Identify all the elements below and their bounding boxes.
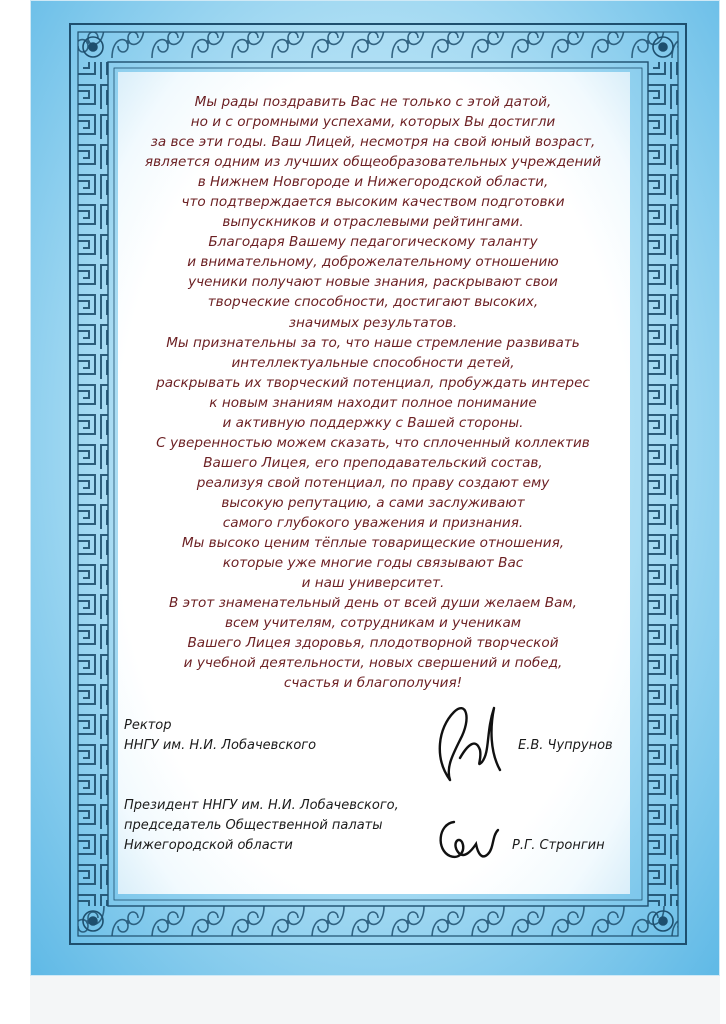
- letter-line: и внимательному, доброжелательному отношению: [187, 254, 559, 271]
- letter-line: за все эти годы. Ваш Лицей, несмотря на свой юный возраст,: [150, 134, 596, 151]
- rector-signature: [420, 688, 510, 784]
- letter-line: интеллектуальные способности детей,: [231, 354, 515, 371]
- letter-line: Мы рады поздравить Вас не только с этой датой,: [194, 94, 552, 110]
- president-title: [124, 796, 399, 856]
- letter-line: Благодаря Вашему педагогическому таланту: [208, 234, 538, 251]
- letter-line: и учебной деятельности, новых свершений и побед,: [183, 655, 563, 672]
- letter-line: к новым знаниям находит полное понимание: [209, 394, 537, 411]
- president-signature: [432, 814, 502, 870]
- letter-line: ученики получают новые знания, раскрывают свои: [188, 274, 558, 291]
- letter-line: выпускников и отраслевыми рейтингами.: [222, 214, 524, 231]
- letter-line: Вашего Лицея здоровья, плодотворной творческой: [187, 635, 559, 652]
- letter-line: творческие способности, достигают высоких,: [207, 294, 539, 311]
- signatory-title-line: Нижегородской области: [124, 838, 293, 853]
- letter-line: С уверенностью можем сказать, что сплоченный коллектив: [156, 434, 590, 451]
- scan-margin: [30, 976, 720, 1024]
- signatory-title-line: председатель Общественной палаты: [124, 818, 383, 833]
- letter-line: и активную поддержку с Вашей стороны.: [222, 414, 524, 431]
- rector-title: [124, 716, 316, 756]
- letter-line: которые уже многие годы связывают Вас: [222, 555, 524, 572]
- letter-line: Мы высоко ценим тёплые товарищеские отношения,: [181, 535, 565, 552]
- letter-line: реализуя свой потенциал, по праву создают ему: [196, 474, 550, 491]
- letter-line: в Нижнем Новгороде и Нижегородской области,: [197, 174, 549, 191]
- signatory-title-line: Президент ННГУ им. Н.И. Лобачевского,: [124, 798, 399, 813]
- letter-line: Вашего Лицея, его преподавательский состав,: [203, 454, 543, 471]
- letter-line: значимых результатов.: [288, 314, 458, 331]
- letter-line: Мы признательны за то, что наше стремление развивать: [166, 334, 580, 351]
- letter-body: [100, 92, 646, 693]
- rector-name: Е.В. Чупрунов: [518, 738, 613, 753]
- signatory-title-line: ННГУ им. Н.И. Лобачевского: [124, 738, 317, 753]
- letter-line: счастья и благополучия!: [283, 675, 463, 692]
- letter-line: самого глубокого уважения и признания.: [222, 514, 524, 531]
- signatory-title-line: Ректор: [124, 718, 172, 733]
- letter-line: всем учителям, сотрудникам и ученикам: [224, 615, 522, 632]
- letter-line: но и с огромными успехами, которых Вы достигли: [190, 114, 556, 131]
- letter-line: высокую репутацию, а сами заслуживают: [221, 494, 525, 511]
- letter-line: является одним из лучших общеобразовательных учреждений: [144, 154, 602, 171]
- letter-line: что подтверждается высоким качеством подготовки: [181, 194, 565, 211]
- letter-line: раскрывать их творческий потенциал, пробуждать интерес: [156, 374, 590, 391]
- letter-line: и наш университет.: [301, 575, 445, 592]
- president-name: Р.Г. Стронгин: [512, 838, 605, 853]
- letter-line: В этот знаменательный день от всей души желаем Вам,: [168, 595, 577, 612]
